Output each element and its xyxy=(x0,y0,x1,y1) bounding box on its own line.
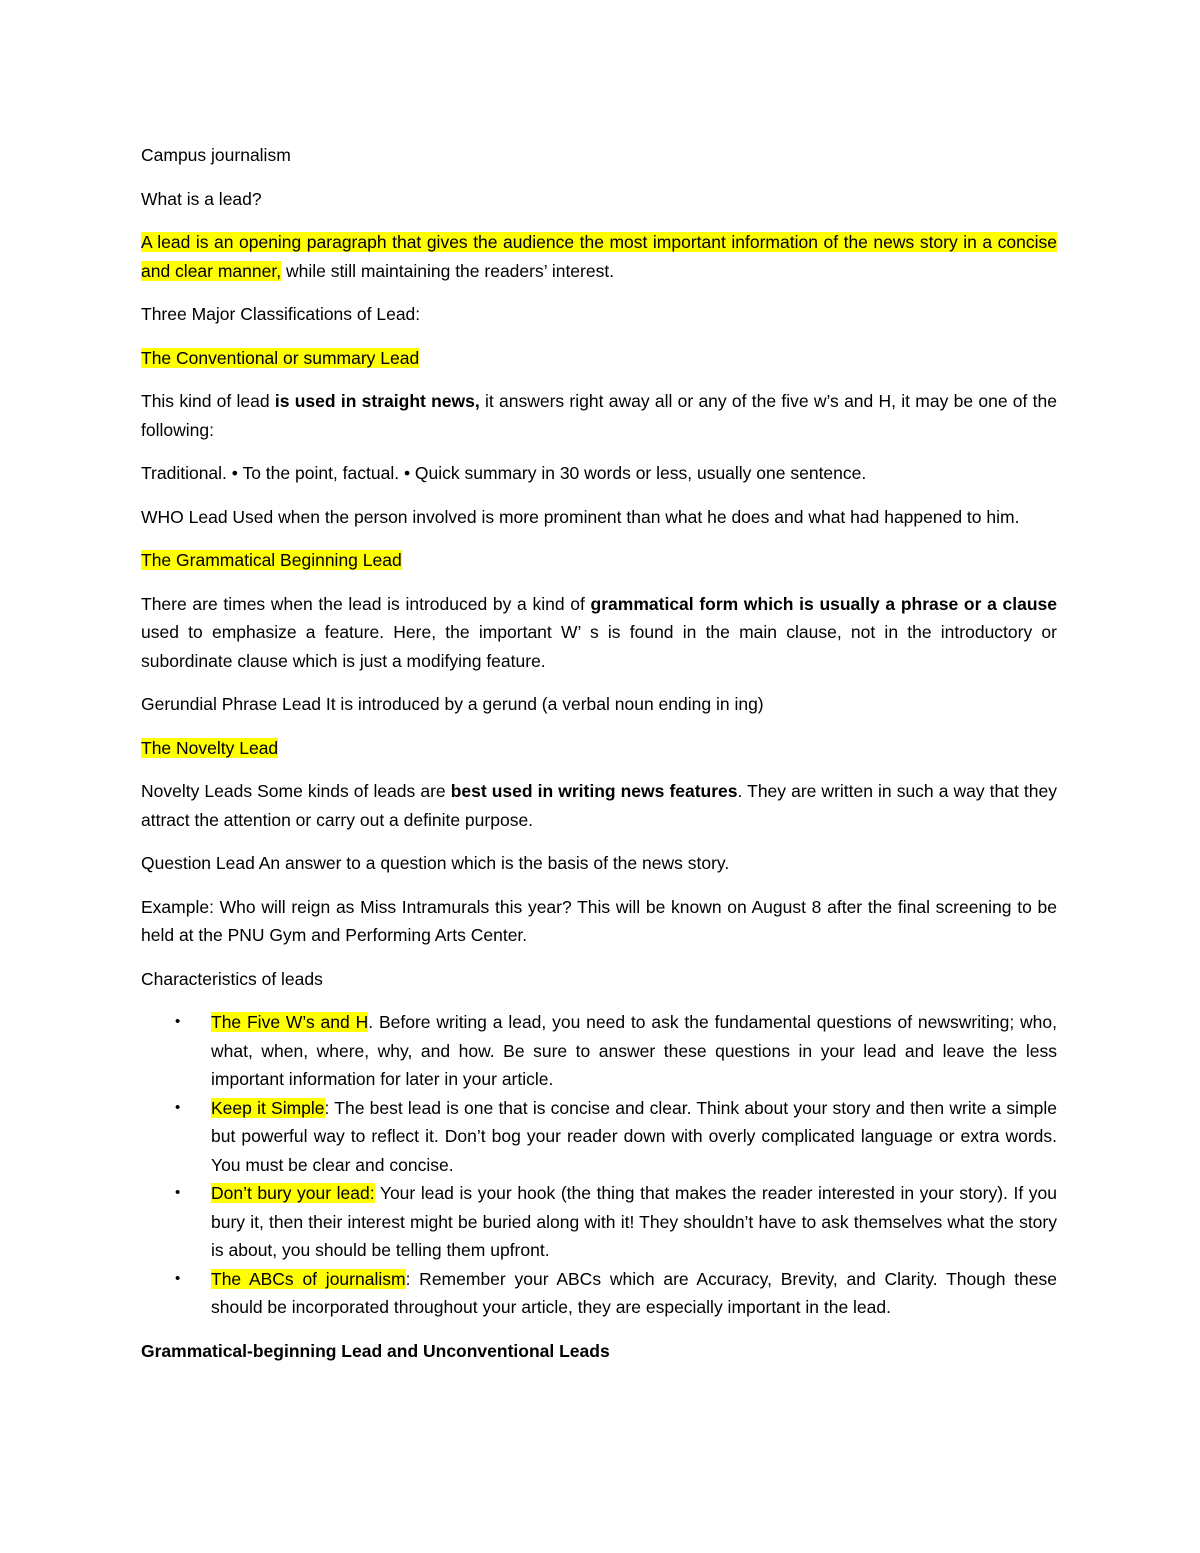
characteristic-text: Your lead is your hook (the thing that makes the reader interested in your story). If you bury it, then their interest might be buried along with it! They shouldn’t have to ask themselves what the story is about, you should be telling them upfront. xyxy=(211,1183,1057,1260)
conventional-text-2: it answers right away all or any of the five w’s and H, it may be one of the following: xyxy=(141,391,1057,440)
characteristics-list xyxy=(141,1008,1057,1322)
novelty-bold-text: best used in writing news features xyxy=(450,781,738,801)
novelty-text-1: Novelty Leads Some kinds of leads are xyxy=(141,781,451,801)
characteristic-text: : The best lead is one that is concise and clear. Think about your story and then write a simple but powerful way to reflect it. Don’t bog your reader down with overly complicated language or extra words. You must be clear and concise. xyxy=(211,1097,1058,1175)
conventional-bold-text: is used in straight news, xyxy=(274,391,480,411)
section-grammatical-heading-line xyxy=(141,546,1057,575)
grammatical-text-2: used to emphasize a feature. Here, the important W’ s is found in the main clause, not in the introductory or subordinate clause which is just a modifying feature. xyxy=(141,622,1057,671)
question-lead-paragraph: Question Lead An answer to a question which is the basis of the news story. xyxy=(141,853,730,873)
conventional-lead-paragraph xyxy=(141,387,1057,444)
grammatical-lead-paragraph xyxy=(141,590,1057,676)
traditional-paragraph: Traditional. • To the point, factual. • Quick summary in 30 words or less, usually one sentence. xyxy=(141,463,867,483)
conventional-text-1: This kind of lead xyxy=(141,391,275,411)
characteristic-text: . Before writing a lead, you need to ask the fundamental questions of newswriting; who, what, when, where, why, and how. Be sure to answer these questions in your lead and leave the less important information for later in your article. xyxy=(211,1012,1058,1089)
characteristic-label: The ABCs of journalism xyxy=(211,1268,406,1289)
characteristic-label: Keep it Simple xyxy=(211,1097,325,1118)
grammatical-text-1: There are times when the lead is introduced by a kind of xyxy=(141,593,591,614)
novelty-text-2: . They are written in such a way that they attract the attention or carry out a definite purpose. xyxy=(141,781,1057,830)
list-item xyxy=(141,1094,1057,1180)
bullet-icon: • xyxy=(175,1098,181,1116)
list-item xyxy=(141,1008,1057,1094)
example-paragraph: Example: Who will reign as Miss Intramurals this year? This will be known on August 8 after the final screening to be held at the PNU Gym and Performing Arts Center. xyxy=(141,896,1057,945)
gerundial-paragraph: Gerundial Phrase Lead It is introduced by a gerund (a verbal noun ending in ing) xyxy=(141,694,764,714)
lead-definition-highlight: A lead is an opening paragraph that gives the audience the most important information of the news story in a concise and clear manner, xyxy=(141,232,1057,281)
novelty-lead-paragraph xyxy=(141,777,1057,834)
classifications-heading: Three Major Classifications of Lead: xyxy=(141,304,421,324)
characteristic-label: Don’t bury your lead: xyxy=(211,1183,375,1203)
lead-definition-paragraph xyxy=(141,228,1057,285)
question-what-is-a-lead: What is a lead? xyxy=(141,188,262,209)
bullet-icon: • xyxy=(175,1013,181,1030)
section-novelty-heading: The Novelty Lead xyxy=(141,737,279,758)
lead-definition-rest: while still maintaining the readers’ interest. xyxy=(281,260,615,281)
characteristic-label: The Five W’s and H xyxy=(211,1012,369,1032)
section-conventional-heading-line xyxy=(141,344,1057,373)
grammatical-bold-text: grammatical form which is usually a phrase or a clause xyxy=(590,593,1058,614)
characteristics-heading: Characteristics of leads xyxy=(141,968,323,989)
document-body xyxy=(141,141,1057,1380)
list-item xyxy=(141,1179,1057,1265)
section-novelty-heading-line xyxy=(141,734,1057,763)
closing-heading: Grammatical-beginning Lead and Unconventional Leads xyxy=(141,1340,610,1361)
section-conventional-heading: The Conventional or summary Lead xyxy=(141,347,420,368)
document-title: Campus journalism xyxy=(141,145,291,165)
bullet-icon: • xyxy=(175,1269,181,1287)
characteristic-text: : Remember your ABCs which are Accuracy, Brevity, and Clarity. Though these should be incorporated throughout your article, they are especially important in the lead. xyxy=(211,1268,1058,1317)
list-item xyxy=(141,1265,1057,1322)
bullet-icon: • xyxy=(175,1184,181,1201)
section-grammatical-heading: The Grammatical Beginning Lead xyxy=(141,550,402,570)
who-lead-paragraph: WHO Lead Used when the person involved is more prominent than what he does and what had happened to him. xyxy=(141,506,1020,527)
